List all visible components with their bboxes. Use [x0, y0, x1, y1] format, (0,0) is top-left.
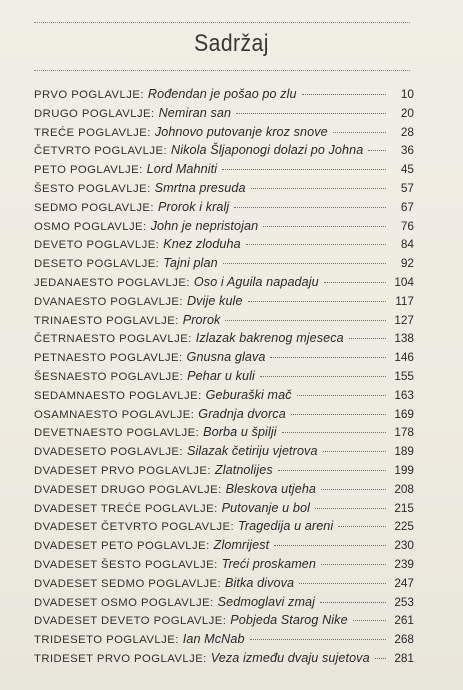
chapter-label: ČETRNAESTO POGLAVLJE: [34, 333, 192, 346]
toc-entry [34, 442, 414, 461]
toc-entry [34, 160, 414, 179]
toc-entry [34, 367, 414, 386]
chapter-label: DVADESETO POGLAVLJE: [34, 446, 184, 459]
toc-entry [34, 198, 414, 217]
dot-leader [246, 244, 386, 245]
chapter-title: Knez zloduha [163, 237, 241, 252]
chapter-label: PETO POGLAVLJE: [34, 164, 143, 177]
toc-entry [34, 574, 414, 593]
dot-leader [234, 207, 386, 208]
toc-entry [34, 386, 414, 405]
page-number: 10 [400, 87, 414, 101]
page-number: 247 [394, 575, 414, 590]
chapter-title: Tajni plan [163, 256, 218, 271]
chapter-title: Rođendan je pošao po zlu [147, 87, 297, 101]
toc-entry [34, 104, 414, 123]
dot-leader [282, 432, 386, 433]
chapter-title: Bitka divova [224, 575, 295, 590]
chapter-title: Pehar u kuli [187, 368, 255, 383]
page-number: 67 [400, 199, 414, 214]
chapter-label: PRVO POGLAVLJE: [34, 89, 144, 101]
chapter-title: Pobjeda Starog Nike [230, 613, 348, 628]
dot-leader [353, 620, 386, 621]
chapter-label: DRUGO POGLAVLJE: [34, 107, 155, 120]
page-number: 20 [400, 105, 414, 120]
chapter-title: Geburaški mač [205, 387, 292, 402]
page-number: 281 [394, 650, 414, 665]
chapter-label: DVADESET OSMO POGLAVLJE: [34, 596, 214, 609]
page-number: 239 [394, 556, 414, 571]
dot-leader [321, 489, 386, 490]
dot-leader [260, 376, 386, 377]
chapter-title: Sedmoglavi zmaj [217, 594, 316, 609]
toc-entry [34, 329, 414, 348]
page-number: 163 [394, 387, 414, 402]
top-dotted-rule [34, 22, 410, 23]
title-dotted-rule [34, 70, 410, 71]
dot-leader [333, 132, 386, 133]
dot-leader [315, 508, 386, 509]
chapter-title: Nemiran san [158, 105, 232, 120]
dot-leader [223, 263, 386, 264]
page-number: 146 [394, 350, 414, 365]
page-number: 138 [394, 331, 414, 346]
page-number: 117 [395, 293, 414, 308]
page-number: 36 [400, 143, 414, 158]
chapter-title: Ian McNab [182, 632, 245, 647]
chapter-label: DVADESET ŠESTO POGLAVLJE: [34, 558, 218, 571]
chapter-title: Smrtna presuda [154, 180, 246, 195]
chapter-label: DVADESET DRUGO POGLAVLJE: [34, 483, 222, 496]
dot-leader [321, 564, 386, 565]
dot-leader [225, 320, 386, 321]
chapter-title: Putovanje u bol [221, 500, 310, 515]
chapter-title: Zlatnolijes [214, 462, 273, 477]
dot-leader [291, 414, 386, 415]
chapter-label: DEVETO POGLAVLJE: [34, 239, 160, 252]
chapter-title: Silazak četiriju vjetrova [186, 444, 318, 459]
toc-entry [34, 273, 414, 292]
chapter-title: Prorok i kralj [157, 199, 230, 214]
dot-leader [278, 470, 386, 471]
chapter-title: Bleskova utjeha [225, 481, 317, 496]
chapter-title: Gnusna glava [186, 350, 266, 365]
toc-entry [34, 611, 414, 630]
chapter-title: Treći proskamen [221, 556, 317, 571]
page-title: Sadržaj [194, 30, 269, 57]
chapter-label: DVADESET ČETVRTO POGLAVLJE: [34, 521, 235, 534]
chapter-label: SEDMO POGLAVLJE: [34, 201, 154, 214]
dot-leader [251, 188, 386, 189]
chapter-title: Tragedija u areni [238, 519, 334, 534]
chapter-label: DESETO POGLAVLJE: [34, 258, 160, 271]
page-number: 261 [394, 613, 414, 628]
chapter-label: DVADESET PRVO POGLAVLJE: [34, 464, 211, 477]
page-number: 84 [400, 237, 414, 252]
toc-entry [34, 311, 414, 330]
chapter-label: DVADESET SEDMO POGLAVLJE: [34, 577, 222, 590]
chapter-title: Johnovo putovanje kroz snove [154, 124, 328, 139]
page-number: 215 [394, 500, 414, 515]
page-number: 199 [394, 462, 414, 477]
toc-entry [34, 593, 414, 612]
toc-entry [34, 348, 414, 367]
chapter-title: John je nepristojan [150, 218, 259, 233]
toc-entry [34, 292, 414, 311]
page-number: 155 [394, 368, 414, 383]
chapter-title: Gradnja dvorca [198, 406, 286, 421]
dot-leader [368, 150, 386, 151]
chapter-label: ČETVRTO POGLAVLJE: [34, 145, 168, 158]
page-number: 268 [394, 632, 414, 647]
chapter-label: TRINAESTO POGLAVLJE: [34, 314, 179, 327]
chapter-title: Izlazak bakrenog mjeseca [195, 331, 344, 346]
table-of-contents [34, 85, 414, 668]
dot-leader [375, 658, 386, 659]
chapter-label: OSAMNAESTO POGLAVLJE: [34, 408, 195, 421]
chapter-label: DVADESET DEVETO POGLAVLJE: [34, 615, 227, 628]
dot-leader [222, 169, 386, 170]
chapter-title: Lord Mahniti [146, 162, 218, 177]
page-number: 76 [400, 218, 414, 233]
dot-leader [302, 94, 386, 95]
chapter-label: OSMO POGLAVLJE: [34, 220, 147, 233]
toc-entry [34, 179, 414, 198]
chapter-title: Nikola Šljaponogi dolazi po Johna [171, 143, 364, 158]
page-number: 57 [400, 180, 414, 195]
toc-entry [34, 254, 414, 273]
toc-entry [34, 461, 414, 480]
dot-leader [299, 583, 386, 584]
chapter-label: PETNAESTO POGLAVLJE: [34, 352, 183, 365]
dot-leader [263, 226, 386, 227]
toc-entry [34, 123, 414, 142]
chapter-title: Borba u špilji [203, 425, 277, 440]
page-number: 127 [394, 312, 414, 327]
page-number: 169 [394, 406, 414, 421]
toc-entry [34, 217, 414, 236]
dot-leader [248, 301, 386, 302]
dot-leader [236, 113, 386, 114]
toc-entry [34, 235, 414, 254]
toc-entry [34, 480, 414, 499]
chapter-label: TREĆE POGLAVLJE: [34, 126, 151, 139]
chapter-label: SEDAMNAESTO POGLAVLJE: [34, 389, 202, 402]
toc-entry [34, 85, 414, 104]
chapter-title: Oso i Aguila napadaju [193, 274, 319, 289]
dot-leader [274, 545, 386, 546]
page-number: 189 [394, 444, 414, 459]
chapter-title: Dvije kule [186, 293, 243, 308]
toc-entry [34, 405, 414, 424]
toc-entry [34, 555, 414, 574]
toc-entry [34, 517, 414, 536]
dot-leader [320, 602, 386, 603]
chapter-label: JEDANAESTO POGLAVLJE: [34, 276, 190, 289]
chapter-title: Veza između dvaju sujetova [210, 650, 370, 665]
dot-leader [323, 451, 386, 452]
page-number: 92 [400, 256, 414, 271]
toc-entry [34, 423, 414, 442]
chapter-label: ŠESTO POGLAVLJE: [34, 182, 151, 195]
dot-leader [250, 639, 386, 640]
toc-entry [34, 141, 414, 160]
chapter-label: DVADESET TREĆE POGLAVLJE: [34, 502, 218, 515]
chapter-label: ŠESNAESTO POGLAVLJE: [34, 370, 184, 383]
dot-leader [297, 395, 386, 396]
toc-entry [34, 649, 414, 668]
dot-leader [338, 526, 386, 527]
dot-leader [349, 338, 386, 339]
page-number: 253 [394, 594, 414, 609]
chapter-title: Zlomrijest [213, 538, 270, 553]
page-number: 230 [394, 538, 414, 553]
chapter-label: TRIDESET PRVO POGLAVLJE: [34, 652, 207, 665]
chapter-title: Prorok [182, 312, 221, 327]
toc-entry [34, 499, 414, 518]
page-number: 28 [400, 124, 414, 139]
page-number: 45 [400, 162, 414, 177]
page-number: 208 [394, 481, 414, 496]
toc-entry [34, 536, 414, 555]
toc-entry [34, 630, 414, 649]
chapter-label: DVANAESTO POGLAVLJE: [34, 295, 184, 308]
page-number: 178 [394, 425, 414, 440]
dot-leader [324, 282, 386, 283]
chapter-label: DEVETNAESTO POGLAVLJE: [34, 427, 200, 440]
chapter-label: TRIDESETO POGLAVLJE: [34, 634, 179, 647]
page-number: 225 [394, 519, 414, 534]
dot-leader [270, 357, 386, 358]
chapter-label: DVADESET PETO POGLAVLJE: [34, 540, 210, 553]
page-number: 104 [394, 274, 414, 289]
